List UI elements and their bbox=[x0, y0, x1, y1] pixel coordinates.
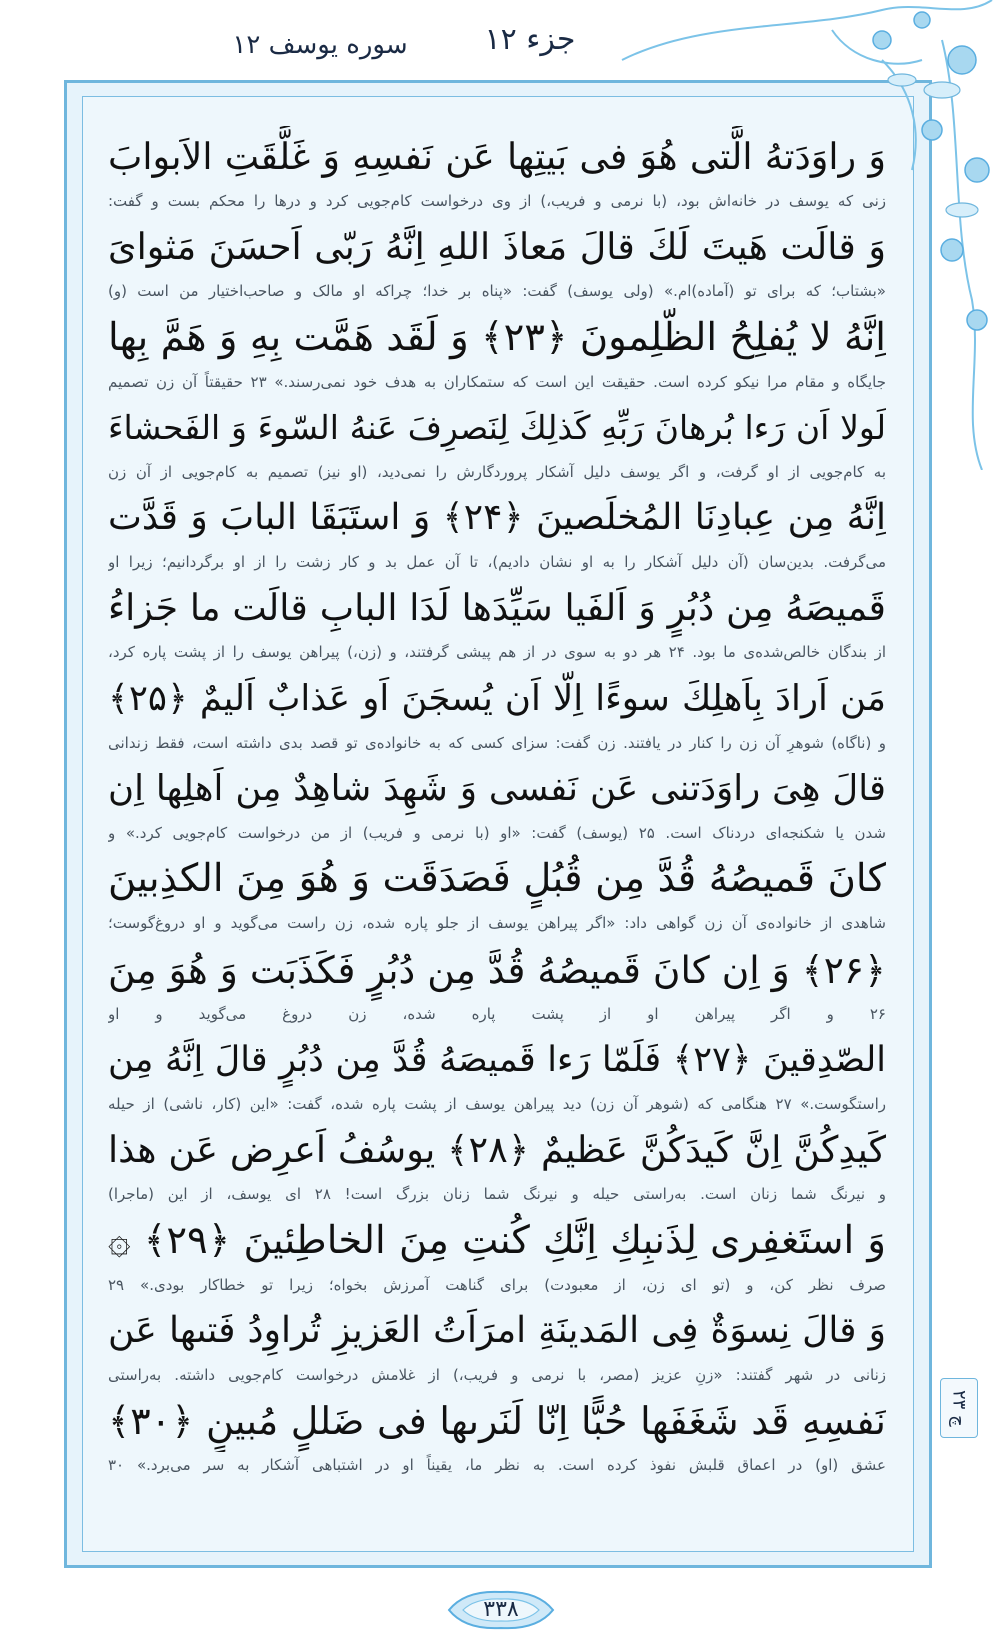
juz-header: جزء ۱۲ bbox=[484, 22, 576, 57]
verse-line bbox=[108, 1029, 886, 1119]
arabic-text: ﴿۲۶﴾ وَ اِن كانَ قَميصُهُ قُدَّ مِن دُبُرٍ فَكَذَبَت وَ هُوَ مِنَ bbox=[108, 947, 886, 992]
verse-line bbox=[108, 487, 886, 577]
translation-text: زنی که یوسف در خانه‌اش بود، (با نرمی و فریب،) از وی درخواست کام‌جویی کرد و درها را محکم بست و گفت: bbox=[108, 192, 886, 210]
verse-line bbox=[108, 1210, 886, 1300]
translation-text: می‌گرفت. بدین‌سان (آن دلیل آشکار را به او نشان دادیم)، تا آن عمل بد و کار زشت را از او برگردانیم؛ زیرا او bbox=[108, 553, 886, 572]
surah-header: سوره یوسف ۱۲ bbox=[232, 30, 408, 60]
translation-text: صرف نظر کن، و (تو ای زن، از معبودت) برای گناهت آمرزش بخواه؛ زیرا تو خطاکار بودی.» ۲۹ bbox=[108, 1275, 886, 1294]
arabic-text: نَفسِهِ قَد شَغَفَها حُبًّا اِنّا لَنَرىها فى ضَللٍ مُبينٍ ﴿۳۰﴾ bbox=[108, 1399, 886, 1444]
arabic-text: لَولا اَن رَءا بُرهانَ رَبِّهِ كَذلِكَ لِنَصرِفَ عَنهُ السّوءَ وَ الفَحشاءَ bbox=[108, 407, 886, 447]
arabic-text: وَ قالَ نِسوَةٌ فِى المَدينَةِ امرَاَتُ العَزيزِ تُراوِدُ فَتىها عَن bbox=[108, 1309, 886, 1351]
arabic-text: قالَ هِىَ راوَدَتنى عَن نَفسى وَ شَهِدَ شاهِدٌ مِن اَهلِها اِن bbox=[108, 768, 886, 810]
side-mark: ۲۳ چ bbox=[940, 1378, 978, 1438]
verse-line bbox=[108, 397, 886, 487]
verse-line bbox=[108, 1300, 886, 1390]
arabic-text: كَيدِكُنَّ اِنَّ كَيدَكُنَّ عَظيمٌ ﴿۲۸﴾ يوسُفُ اَعرِض عَن هذا bbox=[108, 1128, 886, 1172]
verse-line bbox=[108, 307, 886, 397]
arabic-text: الصّدِقينَ ﴿۲۷﴾ فَلَمّا رَءا قَميصَهُ قُدَّ مِن دُبُرٍ قالَ اِنَّهُ مِن bbox=[108, 1039, 886, 1080]
translation-text: عشق (او) در اعماق قلبش نفوذ کرده است. به نظر ما، یقیناً او در اشتباهی آشکار به سر می‌برد.» ۳۰ bbox=[108, 1456, 886, 1475]
verse-line bbox=[108, 1119, 886, 1209]
verse-line bbox=[108, 577, 886, 667]
translation-text: و نیرنگ شما زنان است. به‌راستی حیله و نیرنگ شما زنان بزرگ است! ۲۸ ای یوسف، از این (ماجرا) bbox=[108, 1185, 886, 1204]
translation-text: شاهدی از خانواده‌ی آن زن گواهی داد: «اگر پیراهن یوسف از جلو پاره شده، زن راست می‌گوید و او دروغ‌گوست؛ bbox=[108, 914, 886, 933]
arabic-text: وَ قالَت هَيتَ لَكَ قالَ مَعاذَ اللهِ اِنَّهُ رَبّى اَحسَنَ مَثواىَ bbox=[108, 225, 886, 269]
translation-text: و (ناگاه) شوهرِ آن زن را کنار در یافتند. زن گفت: سزای کسی که به خانواده‌ی تو قصد بدی داشته است، فقط زندانی bbox=[108, 733, 886, 752]
arabic-text: اِنَّهُ لا يُفلِحُ الظّلِمونَ ﴿۲۳﴾ وَ لَقَد هَمَّت بِهِ وَ هَمَّ بِها bbox=[108, 314, 886, 360]
arabic-text: قَميصَهُ مِن دُبُرٍ وَ اَلفَيا سَيِّدَها لَدَا البابِ قالَت ما جَزاءُ bbox=[108, 586, 886, 630]
verse-line bbox=[108, 668, 886, 758]
arabic-text: وَ استَغفِرى لِذَنبِكِ اِنَّكِ كُنتِ مِنَ الخاطِئينَ ﴿۲۹﴾ ۞ bbox=[108, 1217, 886, 1263]
translation-text: جایگاه و مقام مرا نیکو کرده است. حقیقت این است که ستمکاران به هدف خود نمی‌رسند.» ۲۳ حقیقتاً آن زن تصمیم bbox=[108, 372, 886, 391]
verse-line bbox=[108, 1390, 886, 1480]
page-number-badge bbox=[445, 1588, 557, 1632]
verse-line bbox=[108, 126, 886, 216]
page-content bbox=[108, 126, 886, 1546]
arabic-text: اِنَّهُ مِن عِبادِنَا المُخلَصينَ ﴿۲۴﴾ وَ استَبَقَا البابَ وَ قَدَّت bbox=[108, 497, 886, 539]
arabic-text: مَن اَرادَ بِاَهلِكَ سوءًا اِلّا اَن يُسجَنَ اَو عَذابٌ اَليمٌ ﴿۲۵﴾ bbox=[108, 677, 886, 719]
verse-line bbox=[108, 758, 886, 848]
page-number: ۳۳۸ bbox=[483, 1597, 519, 1622]
verse-line bbox=[108, 939, 886, 1029]
translation-text: شدن یا شکنجه‌ای دردناک است. ۲۵ (یوسف) گفت: «او (با نرمی و فریب) از من درخواست کام‌جویی کرد.» و bbox=[108, 824, 886, 843]
translation-text: از بندگان خالص‌شده‌ی ما بود. ۲۴ هر دو به سوی در از هم پیشی گرفتند، و (زن،) پیراهن یوسف را از پشت پاره کرد، bbox=[108, 643, 886, 662]
translation-text: «بشتاب؛ که برای تو (آماده)ام.» (ولی یوسف) گفت: «پناه بر خدا؛ چراکه او مالک و صاحب‌اختیار من است (و) bbox=[108, 282, 886, 301]
verse-line bbox=[108, 848, 886, 938]
translation-text: راستگوست.» ۲۷ هنگامی که (شوهر آن زن) دید پیراهن یوسف از پشت پاره شده، گفت: «این (کار، ناشی) از حیله bbox=[108, 1094, 886, 1113]
translation-text: ۲۶ و اگر پیراهن او از پشت پاره شده، زن دروغ می‌گوید و او bbox=[108, 1004, 886, 1023]
translation-text: زنانی در شهر گفتند: «زنِ عزیز (مصر، با نرمی و فریب،) از غلامش درخواست کام‌جویی داشته. به‌راستی bbox=[108, 1365, 886, 1384]
arabic-text: وَ راوَدَتهُ الَّتى هُوَ فى بَيتِها عَن نَفسِهِ وَ غَلَّقَتِ الاَبوابَ bbox=[108, 135, 886, 178]
verse-line bbox=[108, 216, 886, 306]
translation-text: به کام‌جویی از او گرفت، و اگر یوسف دلیل آشکار پروردگارش را نمی‌دید، (او نیز) تصمیم به کام‌جویی از آن زن bbox=[108, 462, 886, 481]
arabic-text: كانَ قَميصُهُ قُدَّ مِن قُبُلٍ فَصَدَقَت وَ هُوَ مِنَ الكذِبينَ bbox=[108, 856, 886, 902]
